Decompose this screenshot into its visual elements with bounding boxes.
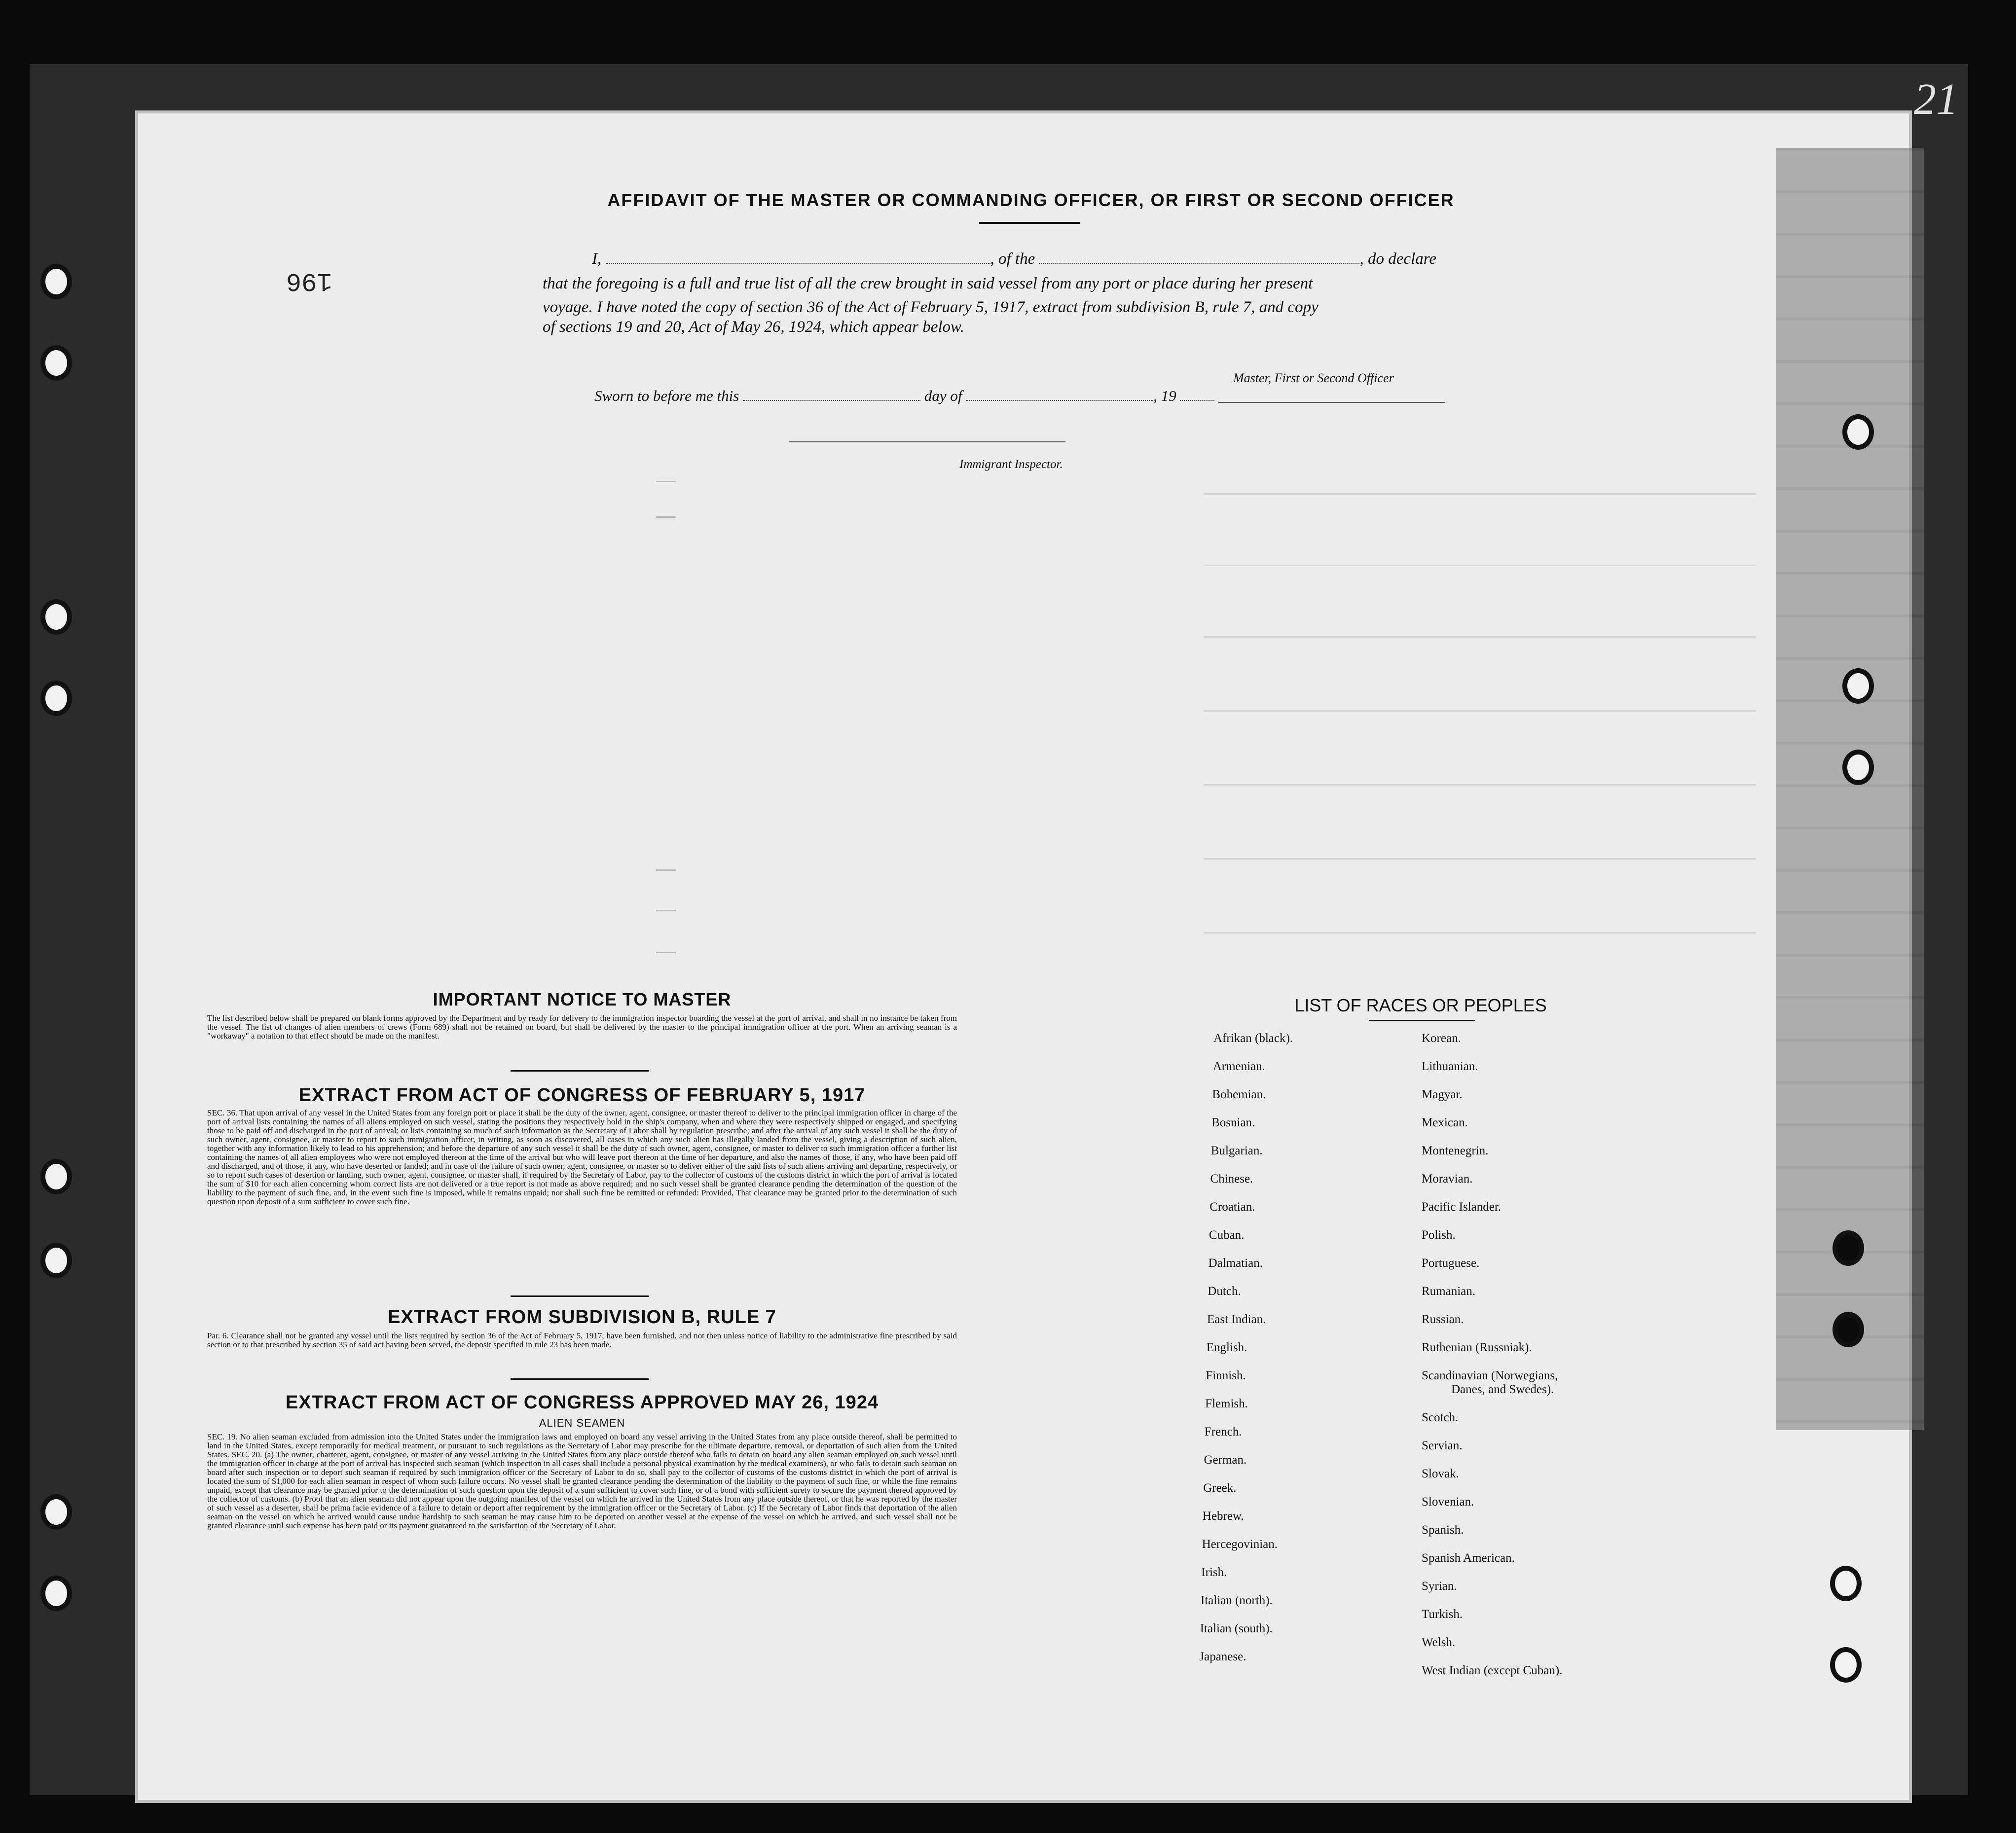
notice-body: The list described below shall be prepared on blank forms approved by the Department and by ready for delivery to the immigration inspector boarding the vessel at the port of arrival, and shall in no instance be taken from the vessel. The list of changes of alien members of crews (Form 689) shall not be retained on board, but shall be delivered by the master to the principal immigration officer at the port. When an arriving seaman is a "workaway" a notation to that effect should be made on the manifest.	[207, 1013, 957, 1041]
bleed-mark	[1204, 858, 1756, 860]
bleed-mark	[1204, 636, 1756, 638]
declaration-line-3: voyage. I have noted the copy of section 36 of the Act of February 5, 1917, extract from subdivision B, rule 7, and copy	[543, 298, 1319, 316]
punch-hole-icon	[40, 1494, 72, 1530]
extract-1917-body: SEC. 36. That upon arrival of any vessel in the United States from any foreign port or place it shall be the duty of the owner, agent, consignee, or master thereof to deliver to the principal immigration officer in charge of the port of arrival lists containing the names of all aliens employed on such vessel, stating the positions they respectively hold in the ship's company, when and where they were respectively shipped or engaged, and specifying those to be paid off and discharged in the port of arrival; or lists containing so much of such information as the Secretary of Labor shall by regulation prescribe; and after the arrival of any such vessel it shall be the duty of such owner, agent, consignee, or master to report to such immigration officer, in writing, as soon as discovered, all cases in which any such alien has illegally landed from the vessel, giving a description of such alien, together with any information likely to lead to his apprehension; and before the departure of any such vessel it shall be the duty of such owner, agent, consignee, or master to deliver to such immigration officer a further list containing the names of all alien employees who were not employed thereon at the time of the arrival but who will leave port thereon at the time of her departure, and also the names of those, if any, who have been paid off and discharged, and of those, if any, who have deserted or landed; and in case of the failure of such owner, agent, consignee, or master so to deliver either of the said lists of such aliens arriving and departing, respectively, or so to report such cases of desertion or landing, such owner, agent, consignee, or master shall, if required by the Secretary of Labor, pay to the collector of customs of the customs district in which the port of arrival is located the sum of $10 for each alien concerning whom correct lists are not delivered or a true report is not made as above required; and no such vessel shall be granted clearance pending the determination of the question of the liability to the payment of such fine, and, in the event such fine is imposed, while it remains unpaid; nor shall such fine be remitted or refunded: Provided, That clearance may be granted prior to the determination of such question upon deposit of a sum sufficient to cover such fine.	[207, 1108, 957, 1206]
declaration-declare-label: , do declare	[1359, 250, 1436, 268]
bleed-mark	[656, 910, 676, 911]
race-item: Bosnian.	[1211, 1116, 1255, 1129]
race-item: Flemish.	[1205, 1397, 1248, 1410]
race-item: Italian (south).	[1200, 1622, 1273, 1635]
race-item: Finnish.	[1206, 1369, 1246, 1382]
punch-hole-icon	[1833, 1230, 1864, 1266]
declaration-of-the-label: , of the	[990, 250, 1035, 268]
stamp-number: 196	[286, 266, 332, 295]
section-rule	[511, 1378, 649, 1380]
race-item: Spanish.	[1422, 1523, 1464, 1537]
punch-hole-icon	[1842, 668, 1874, 704]
race-item: Syrian.	[1422, 1580, 1457, 1593]
sworn-day-field[interactable]	[743, 400, 920, 401]
extract-1924-body: SEC. 19. No alien seaman excluded from admission into the United States under the immigration laws and employed on board any vessel arriving in the United States from any place outside thereof, shall be permitted to land in the United States, except temporarily for medical treatment, or pursuant to such regulations as the Secretary of Labor may prescribe for the ultimate departure, removal, or deportation of such alien from the United States. SEC. 20. (a) The owner, charterer, agent, consignee, or master of any vessel arriving in the United States from any place outside thereof who fails to detain on board any alien seaman employed on such vessel until the immigration officer in charge at the port of arrival has inspected such seaman (which inspection in all cases shall include a personal physical examination by the medical examiners), or who fails to detain such seaman on board after such inspection or to deport such seaman if required by such immigration officer or the Secretary of Labor to do so, shall pay to the collector of customs of the customs district in which the port of arrival is located the sum of $1,000 for each alien seaman in respect of whom such failure occurs. No vessel shall be granted clearance pending the determination of the liability to the payment of such fine, or while the fine remains unpaid, except that clearance may be granted prior to the determination of such question upon the deposit of a sum sufficient to cover such fine, or of a bond with sufficient surety to secure the payment thereof approved by the collector of customs. (b) Proof that an alien seaman did not appear upon the outgoing manifest of the vessel on which he arrived in the United States from any place outside thereof, or that he was reported by the master of such vessel as a deserter, shall be prima facie evidence of a failure to detain or deport after requirement by the immigration officer or the Secretary of Labor. (c) If the Secretary of Labor finds that deportation of the alien seaman on the vessel on which he arrived would cause undue hardship to such seaman he may cause him to be deported on another vessel at the expense of the vessel on which he arrived, and such vessel shall not be granted clearance until such expense has been paid or its payment guaranteed to the satisfaction of the Secretary of Labor.	[207, 1432, 957, 1530]
extract-rule7-title: EXTRACT FROM SUBDIVISION B, RULE 7	[388, 1307, 776, 1328]
document-page	[138, 113, 1909, 1800]
extract-1917-title: EXTRACT FROM ACT OF CONGRESS OF FEBRUARY 5, 1917	[298, 1085, 866, 1106]
bleed-mark	[656, 481, 676, 482]
extract-1924-title: EXTRACT FROM ACT OF CONGRESS APPROVED MAY 26, 1924	[285, 1392, 879, 1413]
master-signature-line	[1218, 402, 1445, 403]
race-item: Lithuanian.	[1422, 1060, 1478, 1073]
year-label: , 19	[1153, 387, 1176, 404]
punch-hole-icon	[1833, 1312, 1864, 1347]
races-title: LIST OF RACES OR PEOPLES	[1294, 995, 1547, 1015]
race-item: Scotch.	[1422, 1411, 1459, 1424]
race-item: Afrikan (black).	[1213, 1032, 1293, 1045]
declaration-i-label: I,	[592, 250, 602, 268]
race-item: Welsh.	[1422, 1636, 1456, 1649]
punch-hole-icon	[1830, 1566, 1862, 1601]
officer-name-field[interactable]	[606, 263, 990, 264]
extract-1924-subtitle: ALIEN SEAMEN	[539, 1417, 625, 1429]
section-rule	[511, 1295, 649, 1297]
race-item: Chinese.	[1210, 1172, 1253, 1186]
race-item: Irish.	[1201, 1566, 1227, 1579]
day-of-label: day of	[924, 387, 962, 404]
master-signature-label: Master, First or Second Officer	[1233, 371, 1394, 385]
race-item: Italian (north).	[1201, 1594, 1273, 1607]
punch-hole-icon	[40, 345, 72, 381]
race-item: East Indian.	[1207, 1313, 1266, 1326]
race-item: Magyar.	[1422, 1088, 1463, 1101]
punch-hole-icon	[40, 599, 72, 635]
race-item: Dutch.	[1208, 1285, 1241, 1298]
race-item: Croatian.	[1210, 1200, 1255, 1214]
film-border-top	[0, 0, 2016, 64]
bleed-mark	[1204, 565, 1756, 566]
punch-hole-icon	[1830, 1647, 1862, 1683]
race-item: Mexican.	[1422, 1116, 1468, 1129]
sworn-line	[594, 385, 1532, 407]
bleed-mark	[656, 869, 676, 871]
race-item: French.	[1204, 1425, 1242, 1438]
race-item: Slovenian.	[1422, 1495, 1474, 1509]
race-item: Ruthenian (Russniak).	[1422, 1341, 1532, 1354]
race-item: Rumanian.	[1422, 1285, 1476, 1298]
film-border-left	[0, 0, 30, 1833]
affidavit-title: AFFIDAVIT OF THE MASTER OR COMMANDING OFFICER, OR FIRST OR SECOND OFFICER	[607, 190, 1455, 210]
race-item: Pacific Islander.	[1422, 1200, 1502, 1214]
sworn-year-field[interactable]	[1180, 400, 1214, 401]
inspector-signature-line	[789, 441, 1065, 442]
punch-hole-icon	[1842, 414, 1874, 450]
race-item: Servian.	[1422, 1439, 1463, 1452]
sworn-label: Sworn to before me this	[594, 387, 739, 404]
margin-mark: 21	[1914, 75, 1958, 124]
punch-hole-icon	[40, 681, 72, 716]
bleed-mark	[1204, 784, 1756, 786]
race-item: Bulgarian.	[1210, 1144, 1263, 1157]
title-rule	[979, 222, 1080, 224]
race-item: Dalmatian.	[1208, 1257, 1263, 1270]
film-border-right	[1968, 0, 2016, 1833]
race-item: Bohemian.	[1212, 1088, 1266, 1101]
race-item: Portuguese.	[1422, 1257, 1480, 1270]
bleed-mark	[1204, 932, 1756, 934]
race-item: Japanese.	[1199, 1650, 1246, 1663]
section-rule	[511, 1070, 649, 1072]
declaration-line-2: that the foregoing is a full and true list of all the crew brought in said vessel from any port or place during her present	[543, 275, 1313, 292]
race-item: Armenian.	[1212, 1060, 1265, 1073]
extract-rule7-body: Par. 6. Clearance shall not be granted any vessel until the lists required by section 36 of the Act of February 5, 1917, have been furnished, and not then unless notice of liability to the administrative fine prescribed by said section or to that prescribed by section 35 of said act having been served, the deposit specified in rule 23 has been made.	[207, 1331, 957, 1349]
race-item: Hebrew.	[1202, 1510, 1244, 1523]
race-item: English.	[1206, 1341, 1247, 1354]
race-item: Cuban.	[1209, 1228, 1245, 1242]
race-item: Greek.	[1203, 1481, 1237, 1495]
race-item: Scandinavian (Norwegians,	[1422, 1369, 1558, 1382]
race-item: Russian.	[1422, 1313, 1464, 1326]
inspector-label: Immigrant Inspector.	[959, 458, 1063, 471]
sworn-month-field[interactable]	[966, 400, 1153, 401]
race-item: Turkish.	[1422, 1608, 1463, 1621]
bleed-mark	[1204, 710, 1756, 712]
bleed-mark	[656, 516, 676, 518]
punch-hole-icon	[40, 1159, 72, 1194]
punch-hole-icon	[1842, 750, 1874, 785]
film-border-bottom	[0, 1795, 2016, 1833]
race-item: Spanish American.	[1422, 1551, 1515, 1565]
races-title-rule	[1369, 1020, 1475, 1021]
punch-hole-icon	[40, 1243, 72, 1278]
race-item: Korean.	[1422, 1032, 1461, 1045]
bleed-mark	[656, 952, 676, 953]
race-item: Moravian.	[1422, 1172, 1473, 1186]
race-item: Polish.	[1422, 1228, 1456, 1242]
punch-hole-icon	[40, 264, 72, 299]
race-item: West Indian (except Cuban).	[1422, 1664, 1563, 1677]
notice-title: IMPORTANT NOTICE TO MASTER	[433, 989, 732, 1009]
race-item: Danes, and Swedes).	[1451, 1383, 1554, 1396]
race-item: German.	[1204, 1453, 1247, 1467]
race-item: Slovak.	[1422, 1467, 1459, 1480]
vessel-name-field[interactable]	[1039, 263, 1359, 264]
race-item: Montenegrin.	[1422, 1144, 1489, 1157]
declaration-line-4: of sections 19 and 20, Act of May 26, 1924, which appear below.	[543, 318, 964, 336]
bleed-mark	[1204, 493, 1756, 495]
punch-hole-icon	[40, 1576, 72, 1611]
race-item: Hercegovinian.	[1202, 1538, 1278, 1551]
declaration-line-1	[592, 248, 1529, 270]
